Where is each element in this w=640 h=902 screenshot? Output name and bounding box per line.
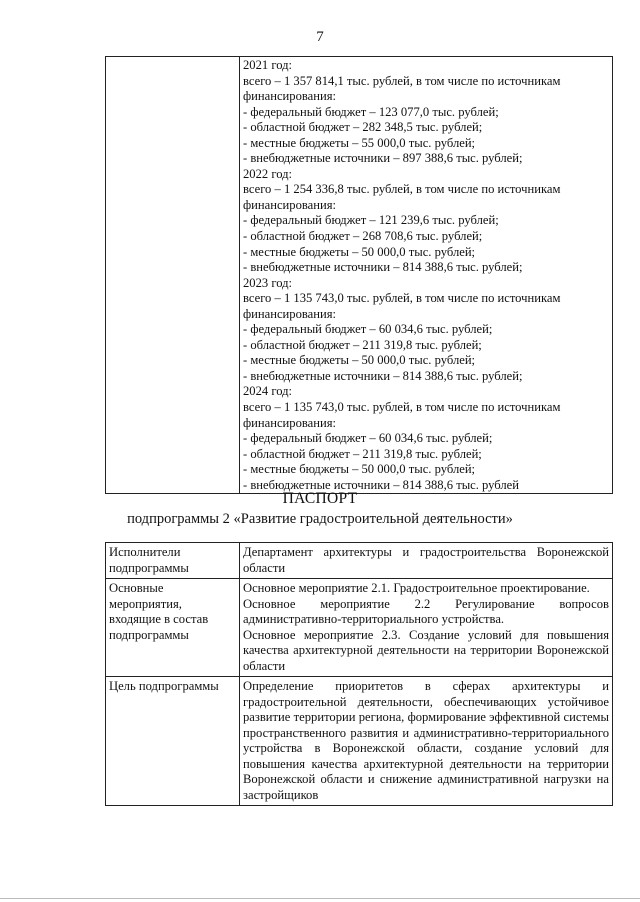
table-row <box>106 677 613 806</box>
funding-line: всего – 1 254 336,8 тыс. рублей, в том числе по источникам <box>243 182 561 197</box>
funding-line: - областной бюджет – 268 708,6 тыс. рублей; <box>243 229 483 244</box>
funding-label-cell <box>106 57 240 494</box>
activities-value <box>240 579 613 677</box>
funding-volume-cell <box>240 57 613 494</box>
passport-table <box>105 542 613 806</box>
funding-table <box>105 56 613 494</box>
table-row <box>106 57 613 494</box>
executors-value: Департамент архитектуры и градостроительства Воронежской области <box>240 543 613 579</box>
funding-line: - федеральный бюджет – 121 239,6 тыс. рублей; <box>243 213 499 228</box>
funding-line: - внебюджетные источники – 814 388,6 тыс. рублей <box>243 477 520 492</box>
funding-line: - местные бюджеты – 50 000,0 тыс. рублей; <box>243 244 476 259</box>
table-row <box>106 543 613 579</box>
funding-line: - федеральный бюджет – 123 077,0 тыс. рублей; <box>243 104 499 119</box>
funding-line: 2023 год: <box>243 275 293 290</box>
page-number: 7 <box>316 29 324 45</box>
funding-line: всего – 1 135 743,0 тыс. рублей, в том числе по источникам <box>243 400 561 415</box>
funding-line: - местные бюджеты – 55 000,0 тыс. рублей; <box>243 135 476 150</box>
passport-title: ПАСПОРТ <box>282 490 358 507</box>
funding-line: - местные бюджеты – 50 000,0 тыс. рублей; <box>243 462 476 477</box>
funding-line: - федеральный бюджет – 60 034,6 тыс. рублей; <box>243 431 493 446</box>
funding-line: финансирования: <box>243 306 337 321</box>
page-bottom-edge <box>0 898 640 899</box>
executors-label: Исполнители подпрограммы <box>106 543 240 579</box>
activity-item: Основное мероприятие 2.3. Создание условий для повышения качества архитектурной деятельности на территории Воронежской области <box>243 627 609 673</box>
funding-line: - внебюджетные источники – 814 388,6 тыс. рублей; <box>243 260 523 275</box>
funding-line: финансирования: <box>243 197 337 212</box>
table-row <box>106 579 613 677</box>
funding-line: - внебюджетные источники – 814 388,6 тыс. рублей; <box>243 368 523 383</box>
funding-line: 2024 год: <box>243 384 293 399</box>
funding-line: финансирования: <box>243 89 337 104</box>
funding-line: 2022 год: <box>243 166 293 181</box>
funding-line: всего – 1 135 743,0 тыс. рублей, в том числе по источникам <box>243 291 561 306</box>
funding-line: финансирования: <box>243 415 337 430</box>
funding-line: - федеральный бюджет – 60 034,6 тыс. рублей; <box>243 322 493 337</box>
activities-label: Основные мероприятия, входящие в состав подпрограммы <box>106 579 240 677</box>
funding-line: - местные бюджеты – 50 000,0 тыс. рублей; <box>243 353 476 368</box>
funding-line: - областной бюджет – 211 319,8 тыс. рублей; <box>243 446 482 461</box>
funding-line: - областной бюджет – 211 319,8 тыс. рублей; <box>243 337 482 352</box>
activity-item: Основное мероприятие 2.2 Регулирование вопросов административно-территориального устройства. <box>243 596 609 626</box>
funding-line: - внебюджетные источники – 897 388,6 тыс. рублей; <box>243 151 523 166</box>
funding-line: - областной бюджет – 282 348,5 тыс. рублей; <box>243 120 483 135</box>
activity-item: Основное мероприятие 2.1. Градостроительное проектирование. <box>243 581 590 595</box>
goal-value: Определение приоритетов в сферах архитектуры и градостроительной деятельности, обеспечивающих устойчивое развитие территории региона, формирование эффективной системы пространственного развития и административно-территориального устройства в Воронежской области, создание условий для повышения качества архитектурной деятельности на территории Воронежской области и снижение административной нагрузки на застройщиков <box>240 677 613 806</box>
funding-line: 2021 год: <box>243 58 293 72</box>
goal-label: Цель подпрограммы <box>106 677 240 806</box>
passport-subtitle: подпрограммы 2 «Развитие градостроительной деятельности» <box>127 511 513 527</box>
funding-line: всего – 1 357 814,1 тыс. рублей, в том числе по источникам <box>243 73 561 88</box>
